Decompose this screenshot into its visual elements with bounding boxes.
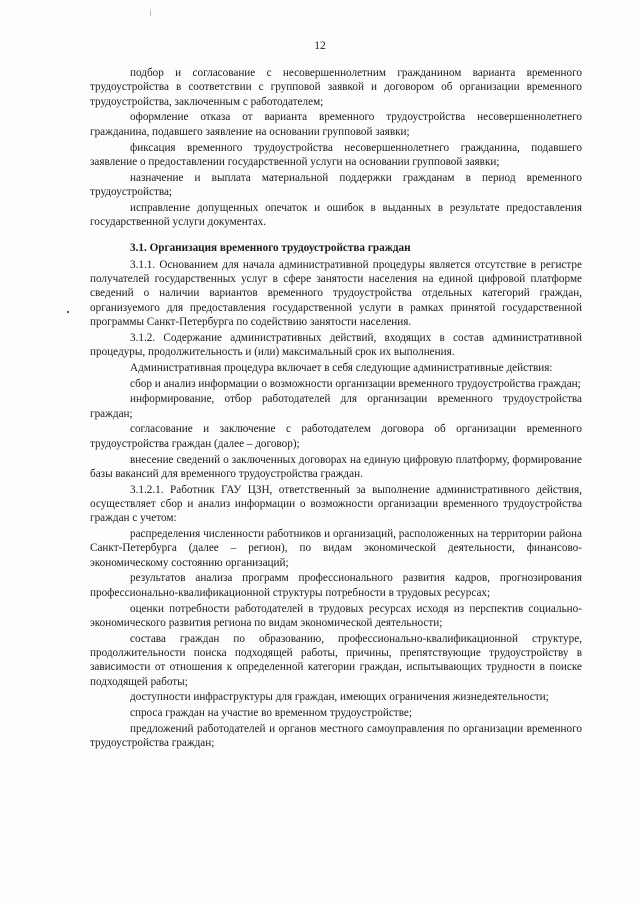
paragraph: предложений работодателей и органов местного самоуправления по организации временного трудоустройства граждан; bbox=[90, 722, 582, 750]
paragraph: фиксация временного трудоустройства несовершеннолетнего гражданина, подавшего заявление о предоставлении государственной услуги на основании групповой заявки; bbox=[90, 141, 582, 168]
paragraph: согласование и заключение с работодателем договора об организации временного трудоустройства граждан (далее – договор); bbox=[90, 423, 582, 450]
paragraph: спроса граждан на участие во временном трудоустройстве; bbox=[130, 707, 412, 720]
paragraph: оформление отказа от варианта временного трудоустройства несовершеннолетнего гражданина, подавшего заявление на основании групповой заявки; bbox=[90, 111, 582, 138]
paragraph: назначение и выплата материальной поддержки гражданам в период временного трудоустройства; bbox=[90, 171, 582, 198]
paragraph: распределения численности работников и организаций, расположенных на территории района Санкт-Петербурга (далее – регион), по видам экономической деятельности, финансово-экономическому состоянию организаций; bbox=[90, 528, 582, 569]
paragraph: сбор и анализ информации о возможности организации временного трудоустройства граждан; bbox=[130, 377, 581, 390]
margin-dot bbox=[67, 311, 69, 313]
section-heading: 3.1. Организация временного трудоустройства граждан bbox=[130, 242, 411, 255]
paragraph: внесение сведений о заключенных договорах на единую цифровую платформу, формирование базы вакансий для временного трудоустройства граждан. bbox=[90, 453, 582, 480]
paragraph: 3.1.1. Основанием для начала административной процедуры является отсутствие в регистре получателей государственных услуг в сфере занятости населения на единой цифровой платформе сведений о наличии вариантов временного трудоустройства отдельных категорий граждан, организуемого для предоставления государственной услуги в рамках принятой государственной программы Санкт-Петербурга по содействию занятости населения. bbox=[90, 258, 582, 329]
paragraph: состава граждан по образованию, профессионально-квалификационной структуре, продолжительности поиска подходящей работы, причины, препятствующие трудоустройству в зависимости от отношения к определенной категории граждан, испытывающих трудности в поиске подходящей работы; bbox=[90, 632, 582, 688]
paragraph: Административная процедура включает в себя следующие административные действия: bbox=[130, 361, 553, 374]
paragraph: оценки потребности работодателей в трудовых ресурсах исходя из перспектив социально-экономического развития региона по видам экономической деятельности; bbox=[90, 602, 582, 629]
scan-mark bbox=[150, 10, 151, 16]
page-number: 12 bbox=[314, 40, 326, 52]
paragraph: 3.1.2.1. Работник ГАУ ЦЗН, ответственный за выполнение административного действия, осуществляет сбор и анализ информации о возможности организации временного трудоустройства граждан с учетом: bbox=[90, 483, 582, 525]
paragraph: доступности инфраструктуры для граждан, имеющих ограничения жизнедеятельности; bbox=[130, 691, 549, 704]
paragraph: информирование, отбор работодателей для организации временного трудоустройства граждан; bbox=[90, 393, 582, 420]
paragraph: исправление допущенных опечаток и ошибок в выданных в результате предоставления государственной услуги документах. bbox=[90, 201, 582, 228]
paragraph: подбор и согласование с несовершеннолетним гражданином варианта временного трудоустройства в соответствии с групповой заявкой и договором об организации временного трудоустройства, заключенным с работодателем; bbox=[90, 67, 582, 108]
paragraph: результатов анализа программ профессионального развития кадров, прогнозирования профессионально-квалификационной структуры потребности в трудовых ресурсах; bbox=[90, 572, 582, 599]
paragraph: 3.1.2. Содержание административных действий, входящих в состав административной процедуры, продолжительность и (или) максимальный срок их выполнения. bbox=[90, 331, 582, 359]
document-body bbox=[90, 66, 582, 752]
